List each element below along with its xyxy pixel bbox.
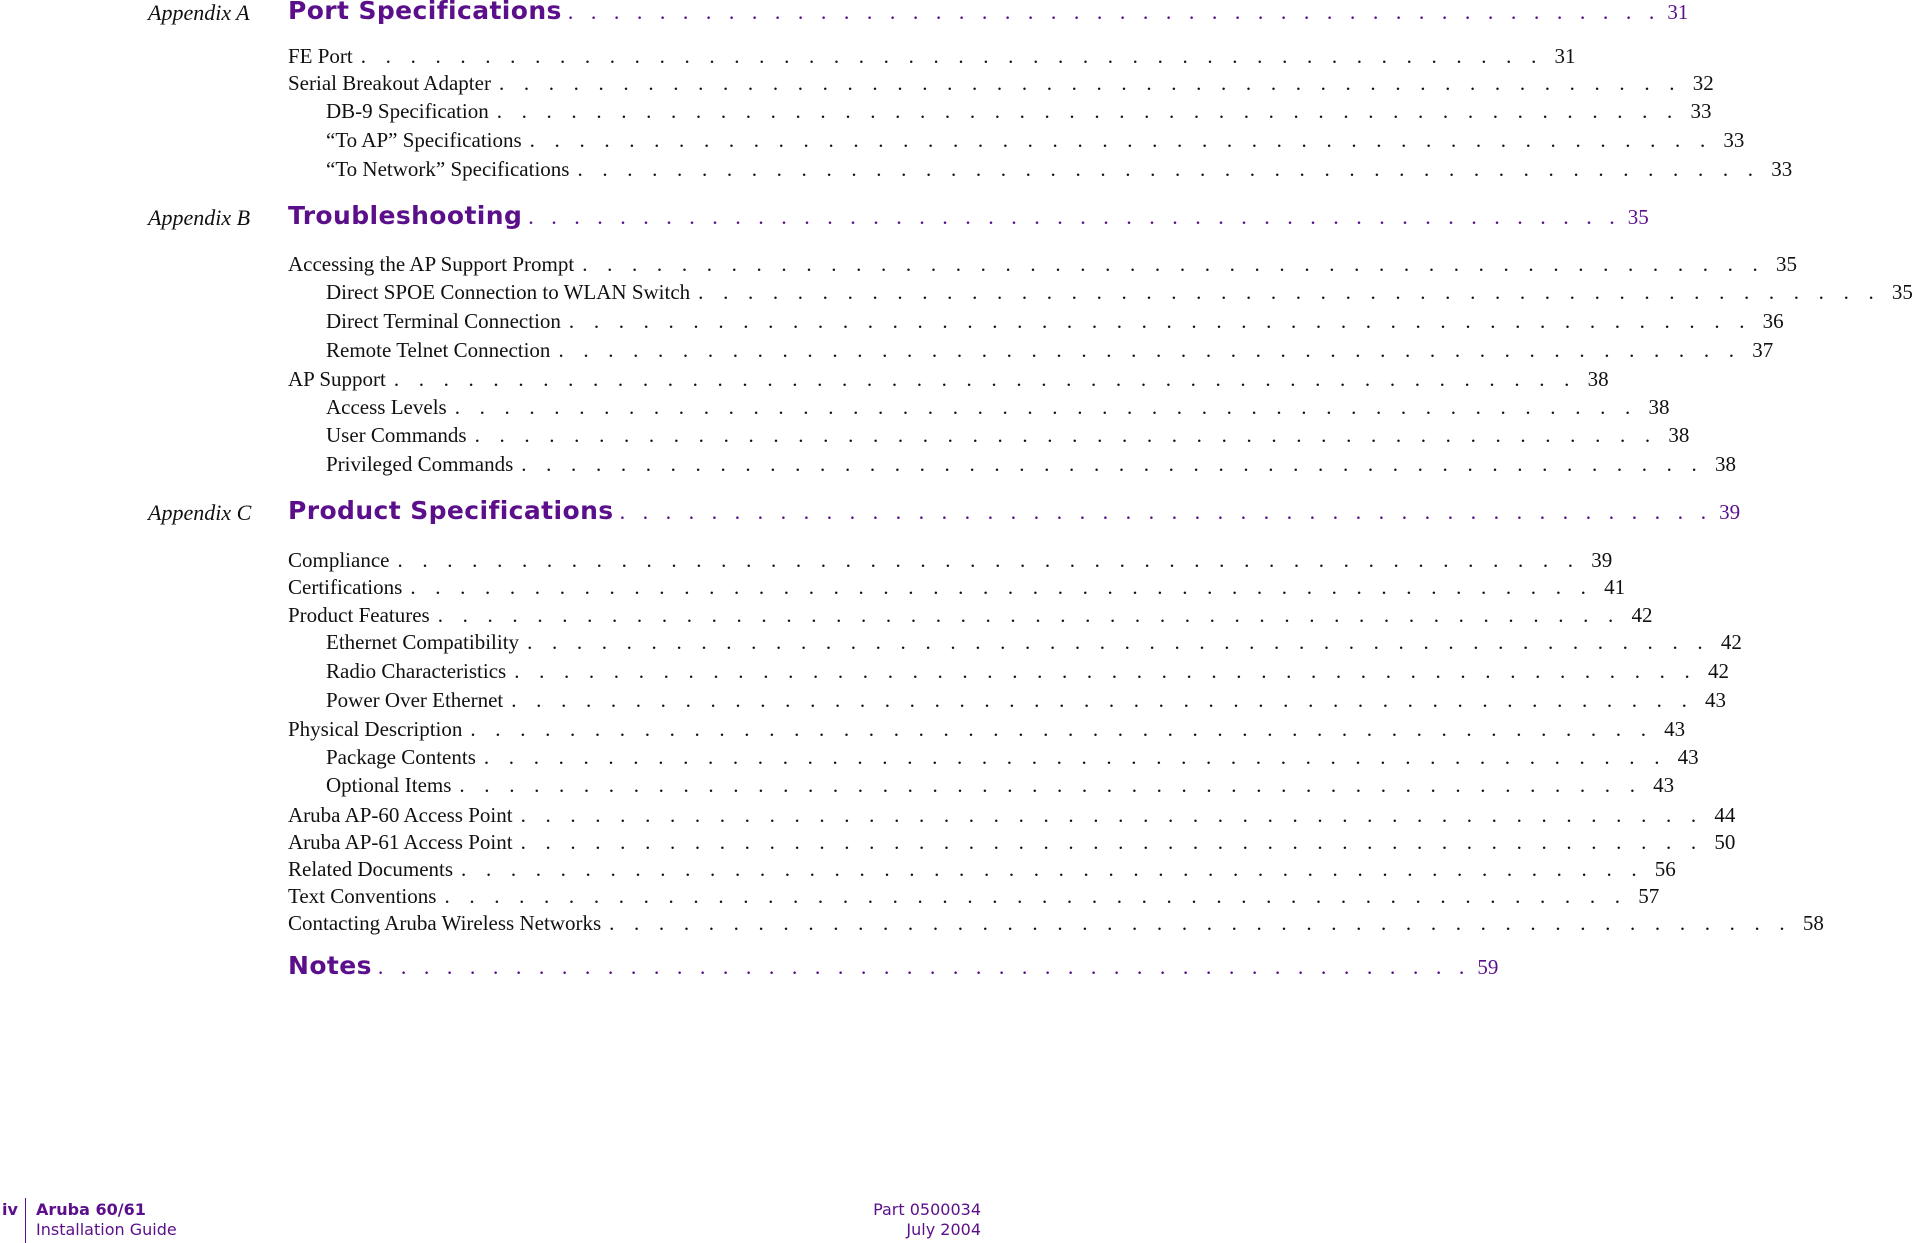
entry-title: Remote Telnet Connection [326,338,551,362]
entry-title: Text Conventions [288,884,437,908]
entry-title: Certifications [288,575,403,599]
entry-page-number: 36 [1762,309,1784,333]
leader-dots: . . . . . . . . . . . . . . . . . . . . . . . . . . . . . . . . . . . . . . . . . . . . . . . . [511,688,1695,712]
entry-title: Power Over Ethernet [326,688,504,712]
entry-page-number: 33 [1723,128,1745,152]
entry-page-number: 42 [1707,659,1729,683]
leader-dots: . . . . . . . . . . . . . . . . . . . . . . . . . . . . . . . . . . . . . . . . . . . . . . . . [397,548,1581,572]
entry-page-number: 42 [1631,603,1653,627]
entry-page-number: 38 [1587,367,1609,391]
entry-page-number: 41 [1604,575,1626,599]
footer-product: Aruba 60/61 [36,1200,146,1219]
leader-dots: . . . . . . . . . . . . . . . . . . . . . . . . . . . . . . . . . . . . . . . . . . . . . . . . [437,603,1621,627]
section-page-number: 59 [1477,955,1499,979]
toc-subentry[interactable] [326,659,1729,685]
leader-dots: . . . . . . . . . . . . . . . . . . . . . . . . . . . . . . . . . . . . . . . . . . . . . . . . [410,575,1594,599]
appendix-label: Appendix B [148,205,251,230]
entry-page-number: 31 [1554,44,1576,68]
leader-dots: . . . . . . . . . . . . . . . . . . . . . . . . . . . . . . . . . . . . . . . . . . . . . . . . [520,830,1704,854]
footer-doc-type: Installation Guide [36,1220,177,1239]
entry-page-number: 43 [1677,745,1699,769]
entry-title: “To Network” Specifications [326,157,570,181]
page-footer [0,1198,982,1243]
leader-dots: . . . . . . . . . . . . . . . . . . . . . . . . . . . . . . . . . . . . . . . . . . . . . . . . [609,911,1792,935]
entry-title: DB-9 Specification [326,99,489,123]
leader-dots: . . . . . . . . . . . . . . . . . . . . . . . . . . . . . . . . . . . . . . . . . . . . . . . . [577,157,1761,181]
entry-page-number: 44 [1714,803,1736,827]
entry-title: Optional Items [326,773,452,797]
section-heading[interactable] [288,0,1689,30]
entry-title: Accessing the AP Support Prompt [288,252,575,276]
leader-dots: . . . . . . . . . . . . . . . . . . . . . . . . . . . . . . . . . . . . . . . . . . . . . . . . [496,99,1680,123]
entry-title: FE Port [288,44,353,68]
toc-subentry[interactable] [326,745,1699,771]
section-page-number: 31 [1667,0,1689,24]
entry-title: Compliance [288,548,390,572]
leader-dots: . . . . . . . . . . . . . . . . . . . . . . . . . . . . . . . . . . . . . . . . . . . . . . . . [567,0,1661,24]
appendix-label: Appendix A [148,0,250,25]
appendix-label: Appendix C [148,500,252,525]
leader-dots: . . . . . . . . . . . . . . . . . . . . . . . . . . . . . . . . . . . . . . . . . . . . . . . . [474,423,1658,447]
section-page-number: 39 [1719,500,1741,524]
leader-dots: . . . . . . . . . . . . . . . . . . . . . . . . . . . . . . . . . . . . . . . . . . . . . . . . [529,128,1713,152]
entry-page-number: 57 [1638,884,1660,908]
footer-right [873,1200,981,1240]
footer-divider [25,1198,26,1243]
toc-entry[interactable] [288,575,1626,601]
entry-title: Radio Characteristics [326,659,507,683]
toc-subentry[interactable] [326,280,1913,306]
entry-title: AP Support [288,367,386,391]
leader-dots: . . . . . . . . . . . . . . . . . . . . . . . . . . . . . . . . . . . . . . . . . . . . . . . . [498,71,1682,95]
entry-title: Related Documents [288,857,454,881]
section-heading[interactable] [288,496,1741,530]
toc-subentry[interactable] [326,338,1774,364]
toc-subentry[interactable] [326,423,1690,449]
toc-entry[interactable] [288,548,1613,574]
leader-dots: . . . . . . . . . . . . . . . . . . . . . . . . . . . . . . . . . . . . . . . . . . . . . . . . [393,367,1577,391]
leader-dots: . . . . . . . . . . . . . . . . . . . . . . . . . . . . . . . . . . . . . . . . . . . . . . . . [470,717,1654,741]
footer-left [36,1200,177,1240]
toc-subentry[interactable] [326,688,1727,714]
entry-page-number: 43 [1664,717,1686,741]
entry-page-number: 33 [1771,157,1793,181]
toc-entry[interactable] [288,911,1824,937]
entry-title: “To AP” Specifications [326,128,522,152]
entry-title: Aruba AP-61 Access Point [288,830,513,854]
toc-entry[interactable] [288,44,1576,70]
toc-entry[interactable] [288,367,1609,393]
entry-page-number: 38 [1668,423,1690,447]
entry-title: Serial Breakout Adapter [288,71,491,95]
toc-subentry[interactable] [326,452,1736,478]
toc-entry[interactable] [288,803,1736,829]
entry-page-number: 43 [1653,773,1675,797]
toc-entry[interactable] [288,71,1714,97]
leader-dots: . . . . . . . . . . . . . . . . . . . . . . . . . . . . . . . . . . . . . . . . . . . . . . . . [521,452,1704,476]
entry-page-number: 35 [1775,252,1797,276]
toc-subentry[interactable] [326,157,1793,183]
entry-title: Privileged Commands [326,452,514,476]
entry-title: Package Contents [326,745,476,769]
toc-subentry[interactable] [326,773,1675,799]
entry-page-number: 50 [1714,830,1736,854]
footer-part-number: Part 0500034 [873,1200,981,1219]
toc-subentry[interactable] [326,309,1784,335]
entry-title: Direct SPOE Connection to WLAN Switch [326,280,691,304]
toc-entry[interactable] [288,252,1797,278]
toc-entry[interactable] [288,884,1660,910]
entry-page-number: 58 [1802,911,1824,935]
toc-subentry[interactable] [326,128,1745,154]
section-heading[interactable] [288,201,1649,235]
leader-dots: . . . . . . . . . . . . . . . . . . . . . . . . . . . . . . . . . . . . . . . . . . . . . . . . [568,309,1752,333]
leader-dots: . . . . . . . . . . . . . . . . . . . . . . . . . . . . . . . . . . . . . . . . . . . . . . . . [454,395,1638,419]
toc-entry[interactable] [288,603,1653,629]
leader-dots: . . . . . . . . . . . . . . . . . . . . . . . . . . . . . . . . . . . . . . . . . . . . . . . . [461,857,1644,881]
entry-title: Product Features [288,603,430,627]
section-title: Port Specifications [288,0,562,25]
leader-dots: . . . . . . . . . . . . . . . . . . . . . . . . . . . . . . . . . . . . . . . . . . . . . . . . [483,745,1667,769]
entry-title: User Commands [326,423,467,447]
entry-title: Contacting Aruba Wireless Networks [288,911,602,935]
leader-dots: . . . . . . . . . . . . . . . . . . . . . . . . . . . . . . . . . . . . . . . . . . . . . . . . [558,338,1742,362]
section-heading[interactable] [288,951,1499,985]
leader-dots: . . . . . . . . . . . . . . . . . . . . . . . . . . . . . . . . . . . . . . . . . . . . . . . . [377,954,1471,979]
leader-dots: . . . . . . . . . . . . . . . . . . . . . . . . . . . . . . . . . . . . . . . . . . . . . . . . [520,803,1704,827]
leader-dots: . . . . . . . . . . . . . . . . . . . . . . . . . . . . . . . . . . . . . . . . . . . . . . . . [698,280,1881,304]
leader-dots: . . . . . . . . . . . . . . . . . . . . . . . . . . . . . . . . . . . . . . . . . . . . . . . . [444,884,1628,908]
toc-entry[interactable] [288,717,1686,743]
toc-subentry[interactable] [326,630,1742,656]
entry-page-number: 32 [1692,71,1714,95]
leader-dots: . . . . . . . . . . . . . . . . . . . . . . . . . . . . . . . . . . . . . . . . . . . . . . . . [582,252,1765,276]
entry-page-number: 37 [1752,338,1774,362]
section-title: Troubleshooting [288,201,523,230]
footer-date: July 2004 [906,1220,981,1239]
leader-dots: . . . . . . . . . . . . . . . . . . . . . . . . . . . . . . . . . . . . . . . . . . . . . . . . [619,499,1713,524]
entry-page-number: 42 [1720,630,1742,654]
entry-page-number: 33 [1690,99,1712,123]
toc-entry[interactable] [288,830,1736,856]
entry-page-number: 56 [1654,857,1676,881]
toc-subentry[interactable] [326,99,1712,125]
entry-title: Physical Description [288,717,463,741]
leader-dots: . . . . . . . . . . . . . . . . . . . . . . . . . . . . . . . . . . . . . . . . . . . . . . . . [459,773,1643,797]
leader-dots: . . . . . . . . . . . . . . . . . . . . . . . . . . . . . . . . . . . . . . . . . . . . . . . . [528,204,1621,229]
leader-dots: . . . . . . . . . . . . . . . . . . . . . . . . . . . . . . . . . . . . . . . . . . . . . . . . [527,630,1710,654]
entry-title: Ethernet Compatibility [326,630,520,654]
entry-page-number: 35 [1891,280,1913,304]
entry-title: Access Levels [326,395,447,419]
entry-page-number: 39 [1591,548,1613,572]
toc-entry[interactable] [288,857,1676,883]
leader-dots: . . . . . . . . . . . . . . . . . . . . . . . . . . . . . . . . . . . . . . . . . . . . . . . . [360,44,1544,68]
toc-subentry[interactable] [326,395,1670,421]
section-title: Notes [288,951,372,980]
section-title: Product Specifications [288,496,614,525]
entry-title: Aruba AP-60 Access Point [288,803,513,827]
entry-page-number: 38 [1648,395,1670,419]
footer-page-number: iv [2,1200,18,1219]
entry-page-number: 38 [1715,452,1736,476]
entry-title: Direct Terminal Connection [326,309,561,333]
entry-page-number: 43 [1705,688,1727,712]
leader-dots: . . . . . . . . . . . . . . . . . . . . . . . . . . . . . . . . . . . . . . . . . . . . . . . . [514,659,1697,683]
section-page-number: 35 [1627,205,1649,229]
